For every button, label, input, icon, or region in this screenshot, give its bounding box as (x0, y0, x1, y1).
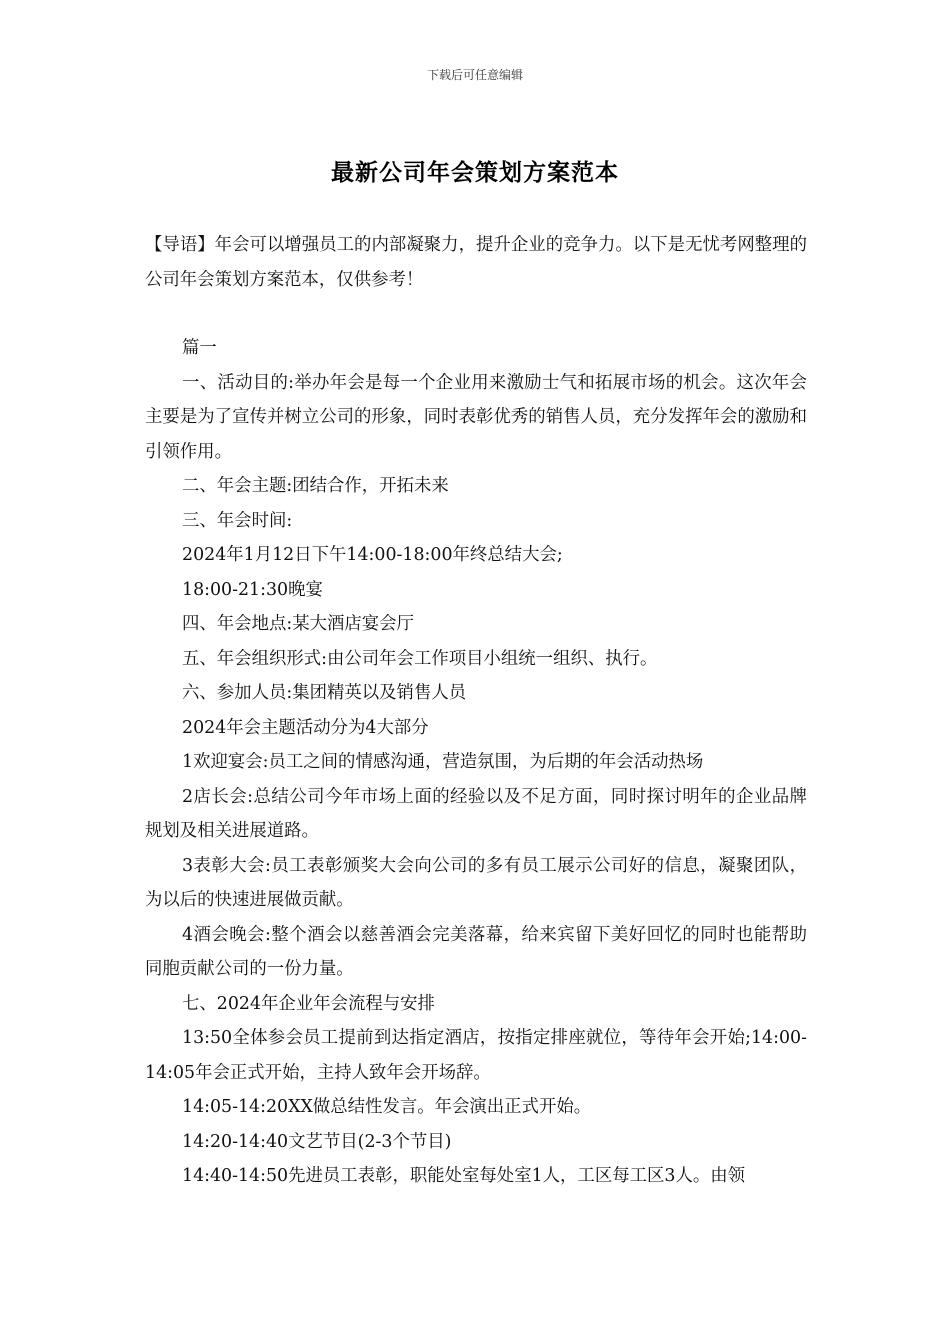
paragraph: 二、年会主题:团结合作，开拓未来 (182, 476, 449, 496)
paragraph: 四、年会地点:某大酒店宴会厅 (182, 614, 414, 634)
document-title: 最新公司年会策划方案范本 (331, 160, 619, 186)
paragraph: 14:05-14:20XX做总结性发言。年会演出正式开始。 (182, 1097, 592, 1117)
paragraph: 2024年会主题活动分为4大部分 (182, 717, 429, 738)
paragraph: 2024年1月12日下午14:00-18:00年终总结大会; (182, 545, 563, 565)
paragraph: 14:40-14:50先进员工表彰，职能处室每处室1人，工区每工区3人。由领 (182, 1166, 746, 1186)
paragraph: 七、2024年企业年会流程与安排 (182, 993, 435, 1014)
paragraph: 1欢迎宴会:员工之间的情感沟通，营造氛围，为后期的年会活动热场 (182, 752, 704, 772)
paragraph: 13:50全体参会员工提前到达指定酒店，按指定排座就位，等待年会开始;14:00-14:05年会正式开始，主持人致年会开场辞。 (145, 1028, 807, 1083)
section-label: 篇一 (182, 338, 217, 358)
paragraph: 六、参加人员:集团精英以及销售人员 (182, 683, 467, 703)
header-note: 下载后可任意编辑 (426, 68, 523, 82)
paragraph: 4酒会晚会:整个酒会以慈善酒会完美落幕，给来宾留下美好回忆的同时也能帮助同胞贡献公司的一份力量。 (145, 924, 807, 979)
paragraph: 五、年会组织形式:由公司年会工作项目小组统一组织、执行。 (182, 648, 658, 669)
intro-paragraph: 【导语】年会可以增强员工的内部凝聚力，提升企业的竞争力。以下是无忧考网整理的公司年会策划方案范本，仅供参考！ (145, 235, 807, 290)
paragraph: 14:20-14:40文艺节目(2-3个节目) (182, 1131, 452, 1152)
paragraph: 3表彰大会:员工表彰颁奖大会向公司的多有员工展示公司好的信息，凝聚团队，为以后的快速进展做贡献。 (145, 855, 807, 910)
paragraph: 2店长会:总结公司今年市场上面的经验以及不足方面，同时探讨明年的企业品牌规划及相关进展道路。 (145, 786, 807, 841)
paragraph: 一、活动目的:举办年会是每一个企业用来激励士气和拓展市场的机会。这次年会主要是为了宣传并树立公司的形象，同时表彰优秀的销售人员，充分发挥年会的激励和引领作用。 (145, 372, 807, 462)
document-body (145, 228, 807, 1194)
paragraph-gap (145, 297, 807, 331)
paragraph: 18:00-21:30晚宴 (182, 579, 323, 600)
paragraph: 三、年会时间: (182, 510, 293, 531)
